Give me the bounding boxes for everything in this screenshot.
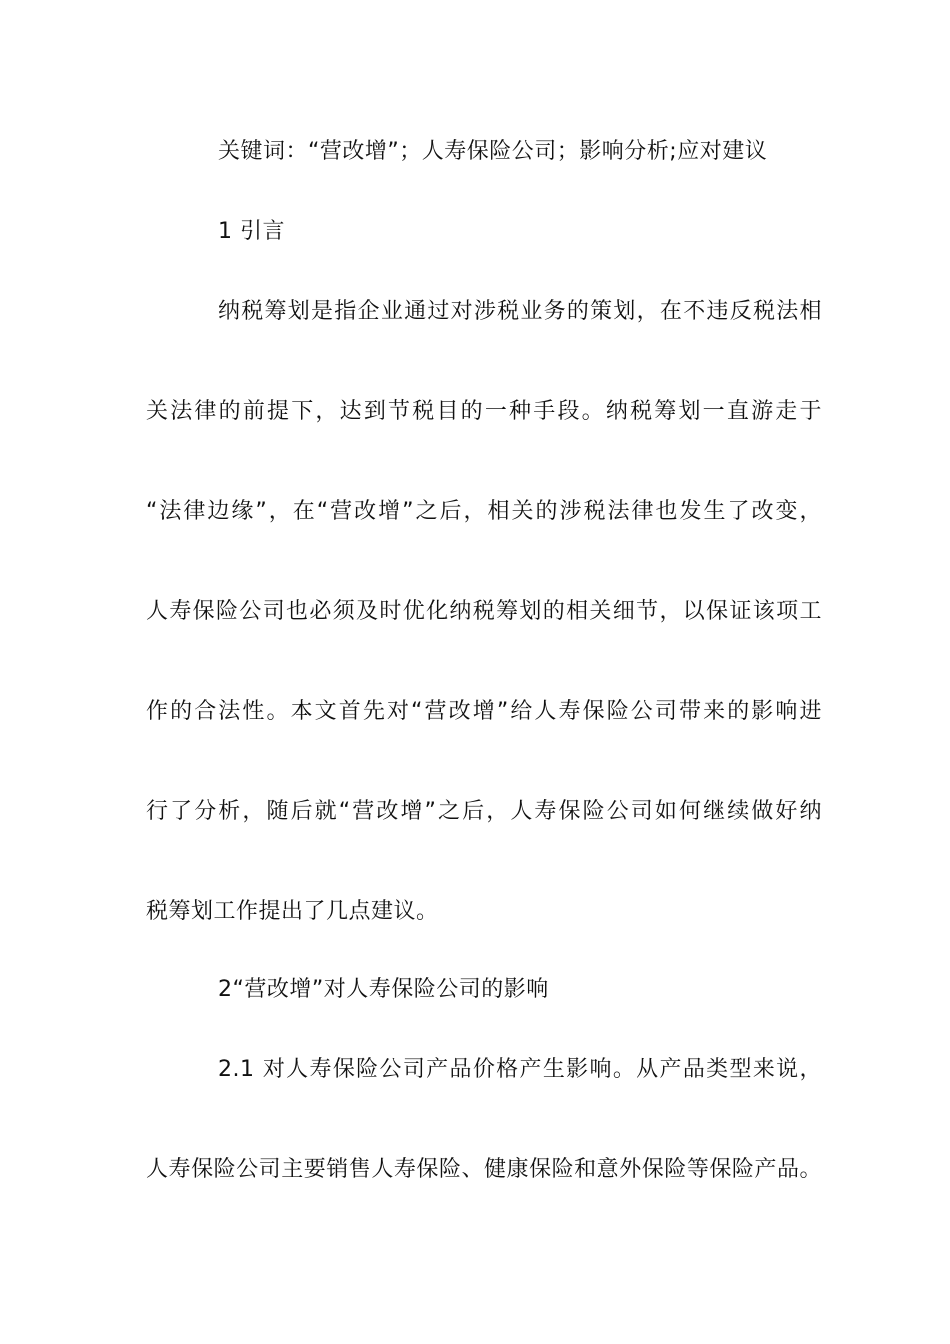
paragraph-line: 行了分析，随后就“营改增”之后，人寿保险公司如何继续做好纳 <box>146 799 822 824</box>
paragraph-line: 税筹划工作提出了几点建议。 <box>146 899 439 924</box>
paragraph-line: 人寿保险公司主要销售人寿保险、健康保险和意外保险等保险产品。 <box>146 1157 822 1182</box>
paragraph-line: 纳税筹划是指企业通过对涉税业务的策划，在不违反税法相 <box>218 299 822 324</box>
section-2-heading: 2“营改增”对人寿保险公司的影响 <box>218 977 549 1002</box>
paragraph-line: “法律边缘”，在“营改增”之后，相关的涉税法律也发生了改变， <box>146 499 822 524</box>
paragraph-line: 作的合法性。本文首先对“营改增”给人寿保险公司带来的影响进 <box>146 699 822 724</box>
paragraph-line: 2.1 对人寿保险公司产品价格产生影响。从产品类型来说， <box>218 1057 822 1082</box>
paragraph-line: 人寿保险公司也必须及时优化纳税筹划的相关细节，以保证该项工 <box>146 599 822 624</box>
paragraph-line: 关法律的前提下，达到节税目的一种手段。纳税筹划一直游走于 <box>146 399 822 424</box>
section-1-heading: 1 引言 <box>218 219 285 244</box>
keywords-line: 关键词：“营改增”；人寿保险公司；影响分析;应对建议 <box>218 139 768 164</box>
